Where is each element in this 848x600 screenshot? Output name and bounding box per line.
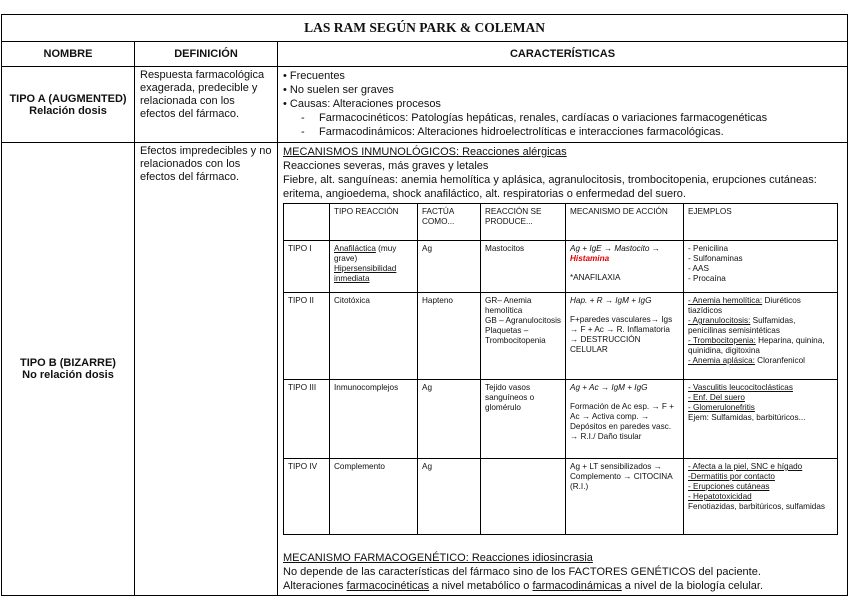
mecanismo-cell: Ag + Ac → IgM + IgG Formación de Ac esp. → F + Ac → Activa comp. → Depósitos en paredes vasc. → R.I./ Daño tisular xyxy=(566,380,684,459)
mecanismo-cell: Hap. + R → IgM + IgG F+paredes vasculares→ Igs → F + Ac → R. Inflamatoria → DESTRUCCIÓN CELULAR xyxy=(566,293,684,380)
produce-cell: Mastocitos xyxy=(481,241,566,293)
inmuno-line: Reacciones severas, más graves y letales xyxy=(283,160,489,172)
col-header: TIPO REACCIÓN xyxy=(330,204,418,241)
mecanismo-cell: Ag + IgE → Mastocito → Histamina *ANAFILAXIA xyxy=(566,241,684,293)
table-row xyxy=(284,459,838,535)
tipo-b-definition: Efectos impredecibles y no relacionados con los efectos del fármaco. xyxy=(135,143,278,596)
tipo-b-name-line2: No relación dosis xyxy=(22,369,114,381)
tipo-a-bullet: • No suelen ser graves xyxy=(283,84,394,96)
actua-cell: Ag xyxy=(418,380,481,459)
tipo-cell: TIPO II xyxy=(284,293,330,380)
header-caracteristicas: CARACTERÍSTICAS xyxy=(278,42,848,67)
inmuno-title: MECANISMOS INMUNOLÓGICOS: Reacciones alérgicas xyxy=(283,146,567,158)
header-nombre: NOMBRE xyxy=(2,42,135,67)
tipo-a-characteristics xyxy=(278,67,848,143)
reaccion-cell: Anafiláctica (muy grave) Hipersensibilidad inmediata xyxy=(330,241,418,293)
actua-cell: Ag xyxy=(418,459,481,535)
ejemplos-cell: - Anemia hemolítica: Diuréticos tiazídicos - Agranulocitosis: Sulfamidas, penicilinas semisintéticas - Trombocitopenia: Heparina, quinina, quinidina, digitoxina - Anemia aplásica: Cloranfenicol xyxy=(684,293,838,380)
tipo-a-bullet: • Causas: Alteraciones procesos xyxy=(283,98,441,110)
tipo-b-name-line1: TIPO B (BIZARRE) xyxy=(20,357,116,369)
tipo-a-sub-item: - Farmacodinámicos: Alteraciones hidroelectrolíticas e interacciones farmacológicas. xyxy=(301,126,724,138)
produce-cell xyxy=(481,459,566,535)
table-row xyxy=(284,293,838,380)
col-header: MECANISMO DE ACCIÓN xyxy=(566,204,684,241)
col-header: REACCIÓN SE PRODUCE... xyxy=(481,204,566,241)
ejemplos-cell: - Afecta a la piel, SNC e hígado -Dermatitis por contacto - Erupciones cutáneas - Hepatotoxicidad Fenotiazidas, barbitúricos, sulfamidas xyxy=(684,459,838,535)
histamina-label: Histamina xyxy=(570,254,610,263)
produce-cell: GR– Anemia hemolítica GB – Agranulocitosis Plaquetas – Trombocitopenia xyxy=(481,293,566,380)
page-title: LAS RAM SEGÚN PARK & COLEMAN xyxy=(2,15,848,42)
actua-cell: Ag xyxy=(418,241,481,293)
farmaco-title: MECANISMO FARMACOGENÉTICO: Reacciones idiosincrasia xyxy=(283,552,593,564)
col-header: FACTÚA COMO... xyxy=(418,204,481,241)
ram-table xyxy=(1,14,848,596)
table-row xyxy=(284,241,838,293)
inmuno-line: Fiebre, alt. sanguíneas: anemia hemolítica y aplásica, agranulocitosis, trombocitopenia, erupciones cutáneas: eritema, angioedema, shock anafiláctico, alt. respiratorias o enfermedad del suero. xyxy=(283,174,817,200)
empty-cell xyxy=(284,204,330,241)
tipo-cell: TIPO IV xyxy=(284,459,330,535)
tipo-b-name xyxy=(2,143,135,596)
tipo-a-name-line1: TIPO A (AUGMENTED) xyxy=(9,92,127,105)
table-row xyxy=(284,380,838,459)
reaccion-cell: Citotóxica xyxy=(330,293,418,380)
ejemplos-cell: - Vasculitis leucocitoclásticas - Enf. Del suero - Glomerulonefritis Ejem: Sulfamidas, barbitúricos... xyxy=(684,380,838,459)
mecanismo-cell: Ag + LT sensibilizados → Complemento → CITOCINA (R.I.) xyxy=(566,459,684,535)
farmaco-line: No depende de las características del fármaco sino de los FACTORES GENÉTICOS del paciente. xyxy=(283,566,761,578)
produce-cell: Tejido vasos sanguíneos o glomérulo xyxy=(481,380,566,459)
tipo-cell: TIPO III xyxy=(284,380,330,459)
header-definicion: DEFINICIÓN xyxy=(135,42,278,67)
tipo-a-name-line2: Relación dosis xyxy=(29,104,107,117)
tipo-a-name xyxy=(2,67,135,143)
tipo-a-sub-item: - Farmacocinéticos: Patologías hepáticas, renales, cardíacas o variaciones farmacogenéticas xyxy=(301,112,768,124)
tipo-a-definition: Respuesta farmacológica exagerada, predecible y relacionada con los efectos del fármaco. xyxy=(135,67,278,143)
ejemplos-cell: - Penicilina - Sulfonaminas - AAS - Procaína xyxy=(684,241,838,293)
mechanism-table xyxy=(283,203,838,535)
reaccion-cell: Complemento xyxy=(330,459,418,535)
reaccion-cell: Inmunocomplejos xyxy=(330,380,418,459)
tipo-a-bullet: • Frecuentes xyxy=(283,70,345,82)
tipo-cell: TIPO I xyxy=(284,241,330,293)
col-header: EJEMPLOS xyxy=(684,204,838,241)
actua-cell: Hapteno xyxy=(418,293,481,380)
farmaco-line: Alteraciones farmacocinéticas a nivel metabólico o farmacodinámicas a nivel de la biología celular. xyxy=(283,580,764,592)
tipo-b-characteristics xyxy=(278,143,848,596)
mechanism-table-header xyxy=(284,204,838,241)
farmacogenetico-section xyxy=(283,551,842,593)
